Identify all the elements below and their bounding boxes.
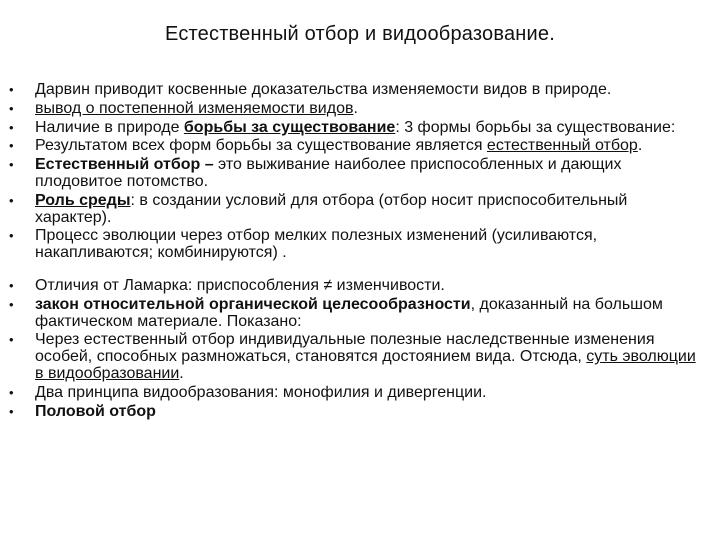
bold-text xyxy=(184,119,395,136)
underlined-text: борьбы за существование xyxy=(183,118,396,136)
bullet-text xyxy=(35,156,621,190)
bullet-item xyxy=(0,157,700,191)
bullet-item xyxy=(0,101,700,118)
bullet-item xyxy=(0,332,700,382)
underlined-text: Роль среды xyxy=(35,191,131,209)
text-run: Процесс эволюции через отбор мелких полезных изменений (усиливаются, накапливаются; комбинируются) . xyxy=(35,227,598,262)
text-run: Наличие в природе xyxy=(35,118,184,136)
bullet-text xyxy=(35,81,611,98)
bullet-dot: • xyxy=(9,277,14,293)
bullet-item xyxy=(0,297,700,331)
bullet-text xyxy=(35,137,642,154)
text-run xyxy=(487,137,638,154)
bullet-text xyxy=(35,192,627,226)
text-run: , доказанный на большом фактическом материале. Показано: xyxy=(35,295,663,330)
bullet-dot: • xyxy=(9,157,14,173)
text-run: Отличия от Ламарка: приспособления ≠ изменчивости. xyxy=(35,276,445,294)
bullet-item xyxy=(0,385,700,402)
bullet-item xyxy=(0,404,700,421)
bullet-dot: • xyxy=(9,100,14,116)
bullet-dot: • xyxy=(9,138,14,154)
text-run: Дарвин приводит косвенные доказательства изменяемости видов в природе. xyxy=(35,81,612,98)
text-run: . xyxy=(353,99,358,117)
bullet-text xyxy=(35,296,663,330)
text-run: Через естественный отбор индивидуальные полезные наследственные изменения особей, способных размножаться, становятся достоянием вида. Отсюда, xyxy=(35,331,655,366)
underlined-text: вывод о постепенной изменяемости видов xyxy=(35,99,354,117)
bold-text: Естественный отбор – xyxy=(35,156,214,174)
bullet-dot: • xyxy=(9,332,14,348)
bullet-dot: • xyxy=(9,403,14,419)
bullet-dot: • xyxy=(9,296,14,312)
bold-text xyxy=(35,192,130,209)
bullet-list xyxy=(0,82,720,420)
bullet-item xyxy=(0,228,700,262)
underlined-text: естественный отбор xyxy=(486,137,638,155)
bullet-text xyxy=(35,384,487,401)
bullet-item xyxy=(0,82,700,99)
bullet-item xyxy=(0,138,700,155)
bold-text: закон относительной органической целесообразности xyxy=(35,295,471,313)
bullet-dot: • xyxy=(9,228,14,244)
text-run: . xyxy=(179,364,184,382)
bullet-text xyxy=(35,403,156,420)
text-run: : в создании условий для отбора (отбор носит приспособительный характер). xyxy=(35,191,628,226)
bullet-dot: • xyxy=(9,192,14,208)
bullet-text xyxy=(35,277,445,294)
text-run: . xyxy=(637,137,643,155)
bullet-item xyxy=(0,120,700,137)
text-run: : 3 формы борьбы за существование: xyxy=(395,118,676,136)
underlined-text: суть эволюции в видообразовании xyxy=(35,348,696,382)
bullet-text xyxy=(35,227,597,261)
bullet-text xyxy=(35,100,358,117)
bullet-text xyxy=(35,119,675,136)
bullet-dot: • xyxy=(9,82,14,97)
text-run: это выживание наиболее приспособленных и дающих плодовитое потомство. xyxy=(35,156,622,190)
bullet-item xyxy=(0,193,700,227)
bullet-dot: • xyxy=(9,119,14,135)
bullet-text xyxy=(35,331,696,382)
bullet-item xyxy=(0,278,700,295)
text-run xyxy=(35,100,353,117)
text-run: Результатом всех форм борьбы за существование является xyxy=(35,137,487,155)
slide-title: Естественный отбор и видообразование. xyxy=(165,23,555,45)
bullet-dot: • xyxy=(9,384,14,400)
bold-text: Половой отбор xyxy=(35,402,156,420)
text-run: Два принципа видообразования: монофилия и дивергенции. xyxy=(35,383,487,401)
